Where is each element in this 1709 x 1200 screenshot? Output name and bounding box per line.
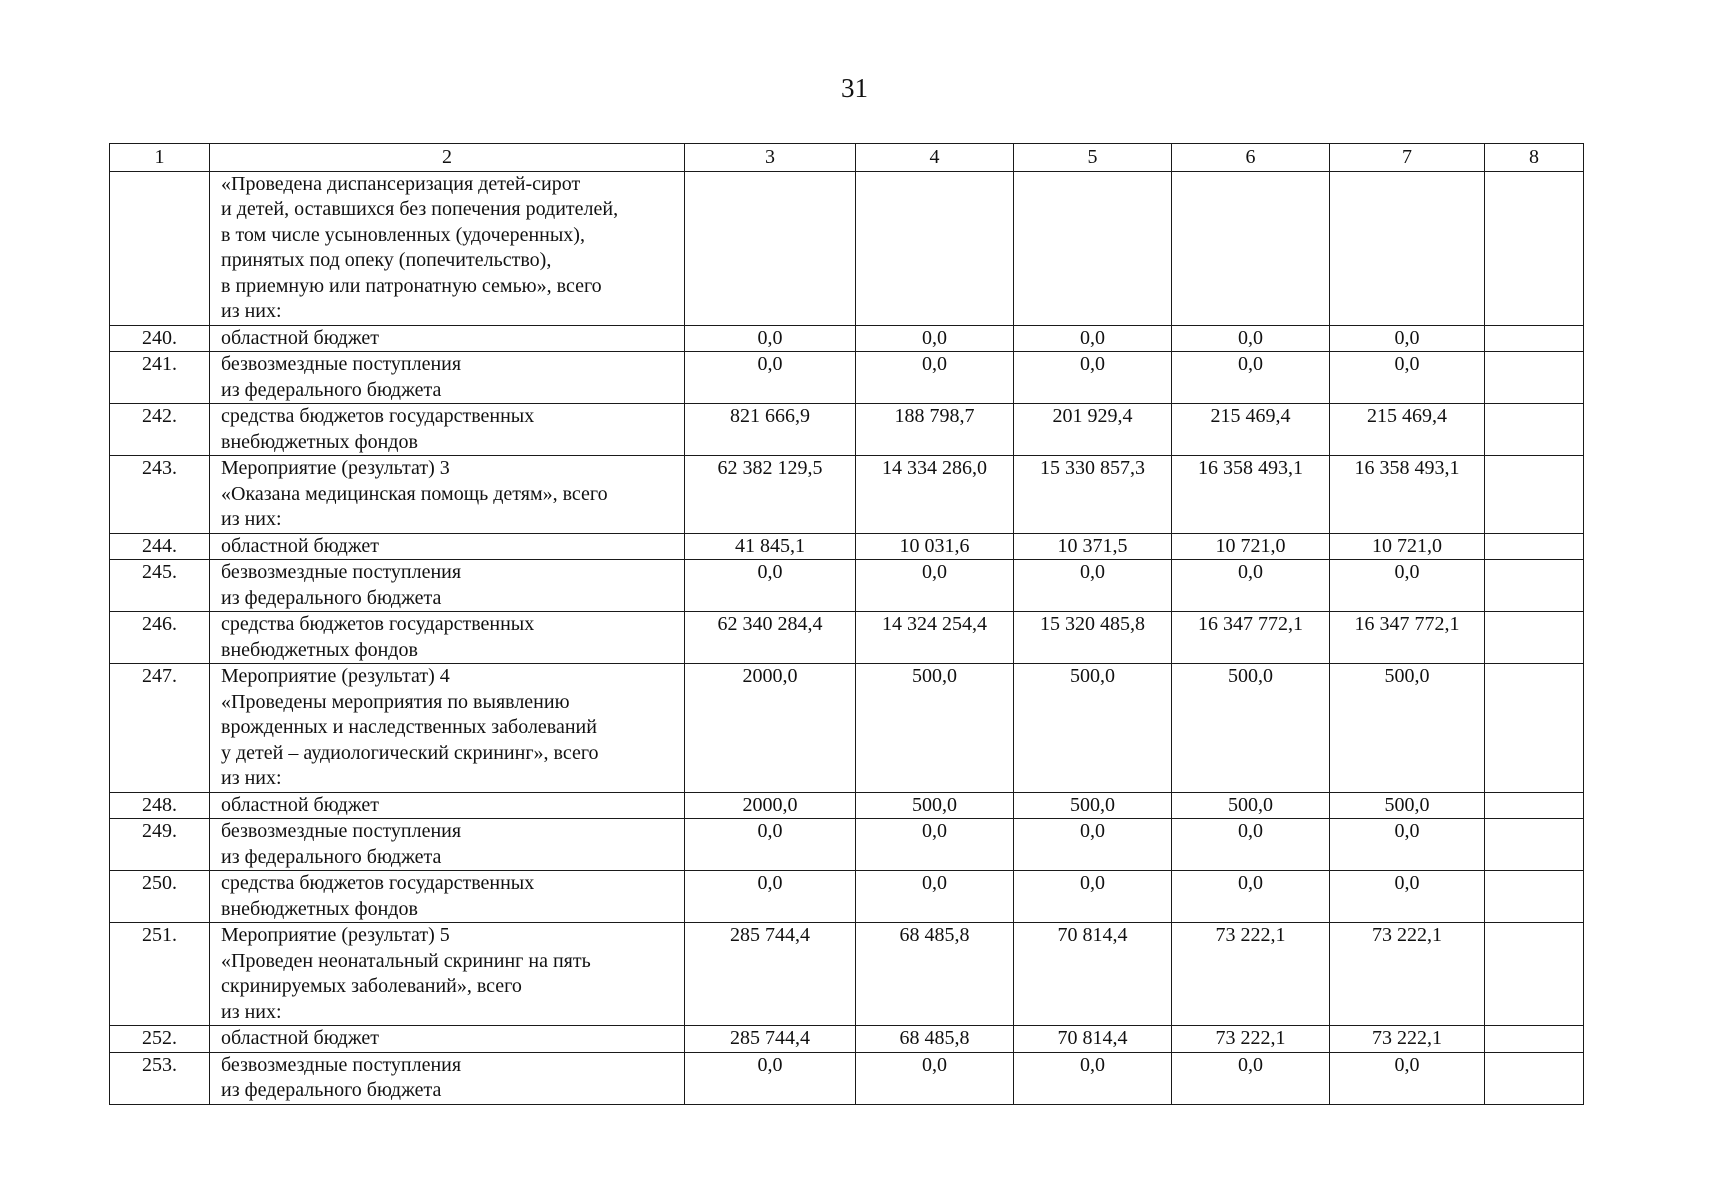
table-row	[110, 1026, 1584, 1053]
header-cell: 5	[1014, 144, 1172, 172]
value-cell-col-7: 73 222,1	[1330, 1026, 1485, 1053]
value-cell-col-6: 0,0	[1172, 1052, 1330, 1104]
description-line: «Проведен неонатальный скрининг на пять	[221, 949, 591, 972]
row-number-cell: 251.	[110, 923, 210, 1026]
table-row	[110, 612, 1584, 664]
row-description-cell	[210, 871, 685, 923]
value-cell-col-7: 0,0	[1330, 352, 1485, 404]
value-cell-col-6	[1172, 171, 1330, 325]
value-cell-col-5: 10 371,5	[1014, 533, 1172, 560]
description-line: безвозмездные поступления	[221, 1053, 462, 1076]
value-cell-col-8	[1485, 1026, 1584, 1053]
description-line: из них:	[221, 767, 282, 789]
row-number-cell: 249.	[110, 819, 210, 871]
table-row	[110, 352, 1584, 404]
row-number-cell: 248.	[110, 792, 210, 819]
description-line: внебюджетных фондов	[221, 638, 418, 661]
value-cell-col-5: 70 814,4	[1014, 923, 1172, 1026]
value-cell-col-8	[1485, 325, 1584, 352]
value-cell-col-3: 0,0	[685, 819, 856, 871]
description-line: средства бюджетов государственных	[221, 405, 535, 427]
value-cell-col-3: 285 744,4	[685, 1026, 856, 1053]
value-cell-col-3: 41 845,1	[685, 533, 856, 560]
value-cell-col-5: 201 929,4	[1014, 404, 1172, 456]
value-cell-col-4: 14 334 286,0	[856, 456, 1014, 534]
row-number-cell: 244.	[110, 533, 210, 560]
value-cell-col-3: 62 340 284,4	[685, 612, 856, 664]
value-cell-col-8	[1485, 612, 1584, 664]
row-description-cell	[210, 612, 685, 664]
description-line: областной бюджет	[221, 326, 380, 349]
value-cell-col-4: 0,0	[856, 819, 1014, 871]
description-line: в приемную или патронатную семью», всего	[221, 274, 602, 297]
value-cell-col-8	[1485, 560, 1584, 612]
description-line: из федерального бюджета	[221, 378, 442, 401]
value-cell-col-6: 16 347 772,1	[1172, 612, 1330, 664]
value-cell-col-8	[1485, 664, 1584, 793]
value-cell-col-7: 10 721,0	[1330, 533, 1485, 560]
value-cell-col-4: 0,0	[856, 352, 1014, 404]
description-line: принятых под опеку (попечительство),	[221, 249, 552, 271]
value-cell-col-5: 0,0	[1014, 352, 1172, 404]
value-cell-col-5: 15 330 857,3	[1014, 456, 1172, 534]
value-cell-col-4: 500,0	[856, 664, 1014, 793]
value-cell-col-3: 821 666,9	[685, 404, 856, 456]
value-cell-col-8	[1485, 533, 1584, 560]
value-cell-col-6: 0,0	[1172, 352, 1330, 404]
row-description-cell	[210, 792, 685, 819]
header-cell: 1	[110, 144, 210, 172]
row-number-cell: 243.	[110, 456, 210, 534]
value-cell-col-6: 0,0	[1172, 819, 1330, 871]
value-cell-col-5: 70 814,4	[1014, 1026, 1172, 1053]
row-number-cell: 241.	[110, 352, 210, 404]
table-row	[110, 533, 1584, 560]
header-cell: 3	[685, 144, 856, 172]
value-cell-col-7: 0,0	[1330, 819, 1485, 871]
description-line: из федерального бюджета	[221, 845, 442, 868]
table-row	[110, 819, 1584, 871]
description-line: «Проведена диспансеризация детей-сирот	[221, 172, 581, 195]
value-cell-col-8	[1485, 171, 1584, 325]
value-cell-col-8	[1485, 871, 1584, 923]
value-cell-col-6: 16 358 493,1	[1172, 456, 1330, 534]
value-cell-col-5: 0,0	[1014, 871, 1172, 923]
row-description-cell	[210, 171, 685, 325]
value-cell-col-6: 500,0	[1172, 664, 1330, 793]
value-cell-col-8	[1485, 404, 1584, 456]
table-body	[110, 144, 1584, 1105]
header-row	[110, 144, 1584, 172]
description-line: из федерального бюджета	[221, 1079, 442, 1101]
row-number-cell: 242.	[110, 404, 210, 456]
row-description-cell	[210, 533, 685, 560]
table-row	[110, 171, 1584, 325]
description-line: областной бюджет	[221, 793, 380, 816]
value-cell-col-5: 500,0	[1014, 664, 1172, 793]
value-cell-col-4: 0,0	[856, 871, 1014, 923]
value-cell-col-4: 0,0	[856, 560, 1014, 612]
value-cell-col-3: 285 744,4	[685, 923, 856, 1026]
row-description-cell	[210, 352, 685, 404]
value-cell-col-6: 0,0	[1172, 325, 1330, 352]
row-description-cell	[210, 819, 685, 871]
value-cell-col-3: 2000,0	[685, 792, 856, 819]
value-cell-col-6: 10 721,0	[1172, 533, 1330, 560]
description-line: из них:	[221, 508, 282, 530]
value-cell-col-8	[1485, 1052, 1584, 1104]
header-cell: 8	[1485, 144, 1584, 172]
value-cell-col-8	[1485, 923, 1584, 1026]
value-cell-col-7: 0,0	[1330, 560, 1485, 612]
value-cell-col-7: 16 347 772,1	[1330, 612, 1485, 664]
value-cell-col-7	[1330, 171, 1485, 325]
description-line: и детей, оставшихся без попечения родителей,	[221, 198, 619, 220]
description-line: областной бюджет	[221, 1027, 380, 1049]
value-cell-col-7: 0,0	[1330, 1052, 1485, 1104]
row-number-cell: 247.	[110, 664, 210, 793]
row-description-cell	[210, 560, 685, 612]
value-cell-col-6: 73 222,1	[1172, 923, 1330, 1026]
row-description-cell	[210, 664, 685, 793]
value-cell-col-6: 215 469,4	[1172, 404, 1330, 456]
table-row	[110, 792, 1584, 819]
value-cell-col-5: 0,0	[1014, 1052, 1172, 1104]
row-number-cell: 240.	[110, 325, 210, 352]
description-line: «Оказана медицинская помощь детям», всего	[221, 482, 608, 505]
row-description-cell	[210, 923, 685, 1026]
description-line: врожденных и наследственных заболеваний	[221, 716, 597, 738]
row-number-cell: 253.	[110, 1052, 210, 1104]
value-cell-col-6: 0,0	[1172, 560, 1330, 612]
value-cell-col-8	[1485, 352, 1584, 404]
value-cell-col-4	[856, 171, 1014, 325]
description-line: внебюджетных фондов	[221, 897, 418, 920]
row-description-cell	[210, 1026, 685, 1053]
table-row	[110, 664, 1584, 793]
page-number: 31	[841, 73, 868, 103]
row-description-cell	[210, 1052, 685, 1104]
description-line: безвозмездные поступления	[221, 820, 462, 842]
description-line: Мероприятие (результат) 4	[221, 665, 450, 687]
row-number-cell: 250.	[110, 871, 210, 923]
description-line: из них:	[221, 1000, 282, 1023]
row-number-cell	[110, 171, 210, 325]
value-cell-col-8	[1485, 792, 1584, 819]
value-cell-col-6: 500,0	[1172, 792, 1330, 819]
value-cell-col-4: 500,0	[856, 792, 1014, 819]
description-line: «Проведены мероприятия по выявлению	[221, 690, 570, 713]
value-cell-col-3: 0,0	[685, 560, 856, 612]
description-line: Мероприятие (результат) 3	[221, 457, 450, 479]
description-line: безвозмездные поступления	[221, 561, 462, 583]
value-cell-col-5: 0,0	[1014, 560, 1172, 612]
description-line: областной бюджет	[221, 534, 380, 557]
description-line: средства бюджетов государственных	[221, 613, 535, 635]
header-cell: 2	[210, 144, 685, 172]
value-cell-col-5	[1014, 171, 1172, 325]
value-cell-col-7: 0,0	[1330, 325, 1485, 352]
table-row	[110, 871, 1584, 923]
table-row	[110, 560, 1584, 612]
description-line: из них:	[221, 300, 282, 322]
table-row	[110, 1052, 1584, 1104]
description-line: Мероприятие (результат) 5	[221, 924, 450, 946]
value-cell-col-3: 0,0	[685, 871, 856, 923]
table-row	[110, 325, 1584, 352]
value-cell-col-3: 0,0	[685, 352, 856, 404]
description-line: скринируемых заболеваний», всего	[221, 975, 522, 997]
value-cell-col-6: 0,0	[1172, 871, 1330, 923]
value-cell-col-5: 0,0	[1014, 819, 1172, 871]
value-cell-col-4: 68 485,8	[856, 923, 1014, 1026]
value-cell-col-4: 68 485,8	[856, 1026, 1014, 1053]
value-cell-col-3: 62 382 129,5	[685, 456, 856, 534]
row-description-cell	[210, 456, 685, 534]
value-cell-col-7: 500,0	[1330, 664, 1485, 793]
row-description-cell	[210, 325, 685, 352]
value-cell-col-8	[1485, 456, 1584, 534]
row-number-cell: 252.	[110, 1026, 210, 1053]
value-cell-col-4: 14 324 254,4	[856, 612, 1014, 664]
value-cell-col-4: 0,0	[856, 325, 1014, 352]
value-cell-col-3: 2000,0	[685, 664, 856, 793]
header-cell: 6	[1172, 144, 1330, 172]
value-cell-col-7: 0,0	[1330, 871, 1485, 923]
value-cell-col-7: 73 222,1	[1330, 923, 1485, 1026]
table-row	[110, 923, 1584, 1026]
value-cell-col-5: 0,0	[1014, 325, 1172, 352]
description-line: безвозмездные поступления	[221, 353, 462, 375]
value-cell-col-3	[685, 171, 856, 325]
header-cell: 4	[856, 144, 1014, 172]
value-cell-col-6: 73 222,1	[1172, 1026, 1330, 1053]
description-line: внебюджетных фондов	[221, 430, 418, 453]
description-line: у детей – аудиологический скрининг», всего	[221, 741, 599, 764]
description-line: из федерального бюджета	[221, 586, 442, 609]
row-description-cell	[210, 404, 685, 456]
budget-table	[109, 143, 1584, 1105]
value-cell-col-5: 15 320 485,8	[1014, 612, 1172, 664]
value-cell-col-8	[1485, 819, 1584, 871]
value-cell-col-4: 188 798,7	[856, 404, 1014, 456]
table-row	[110, 404, 1584, 456]
header-cell: 7	[1330, 144, 1485, 172]
table-row	[110, 456, 1584, 534]
row-number-cell: 246.	[110, 612, 210, 664]
value-cell-col-4: 10 031,6	[856, 533, 1014, 560]
description-line: средства бюджетов государственных	[221, 872, 535, 894]
value-cell-col-7: 16 358 493,1	[1330, 456, 1485, 534]
description-line: в том числе усыновленных (удочеренных),	[221, 223, 585, 246]
value-cell-col-3: 0,0	[685, 1052, 856, 1104]
value-cell-col-4: 0,0	[856, 1052, 1014, 1104]
value-cell-col-5: 500,0	[1014, 792, 1172, 819]
value-cell-col-7: 215 469,4	[1330, 404, 1485, 456]
value-cell-col-3: 0,0	[685, 325, 856, 352]
row-number-cell: 245.	[110, 560, 210, 612]
value-cell-col-7: 500,0	[1330, 792, 1485, 819]
